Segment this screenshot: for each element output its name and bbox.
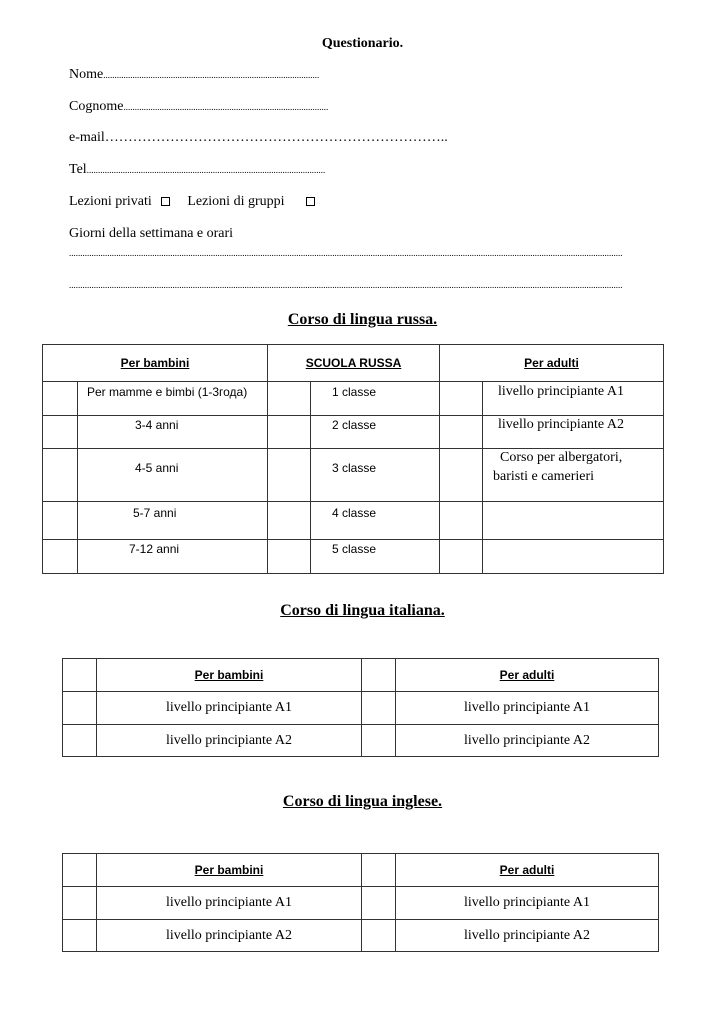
header-children: Per bambini xyxy=(97,659,362,692)
group-lessons-checkbox[interactable] xyxy=(306,197,315,206)
table-row xyxy=(63,887,659,920)
russian-course-title: Corso di lingua russa. xyxy=(287,311,438,328)
table-header-row xyxy=(43,345,664,382)
children-cell: livello principiante A1 xyxy=(97,887,362,920)
days-line-1[interactable]: ...................................................................................................................................................................................................................................................... xyxy=(69,248,623,258)
private-lessons-label: Lezioni privati xyxy=(69,194,152,209)
table-row xyxy=(43,502,664,540)
table-row xyxy=(43,540,664,574)
table-row xyxy=(63,692,659,725)
group-lessons-label: Lezioni di gruppi xyxy=(187,194,285,209)
children-cell: 4-5 anni xyxy=(135,461,179,475)
school-cell: 4 classe xyxy=(332,506,377,520)
russian-course-table xyxy=(42,344,664,574)
adults-cell: livello principiante A1 xyxy=(396,887,659,920)
header-adults: Per adulti xyxy=(396,854,659,887)
english-course-table xyxy=(62,853,659,952)
adults-cell: livello principiante A2 xyxy=(396,725,659,757)
email-label: e-mail xyxy=(69,130,105,145)
header-adults: Per adulti xyxy=(440,345,664,382)
table-row xyxy=(63,725,659,757)
adults-cell: livello principiante A2 xyxy=(396,920,659,952)
table-row xyxy=(43,449,664,502)
adults-cell: livello principiante A1 xyxy=(396,692,659,725)
header-russian-school: SCUOLA RUSSA xyxy=(268,345,440,382)
table-row xyxy=(43,416,664,449)
tel-field[interactable] xyxy=(69,162,325,178)
children-cell: 3-4 anni xyxy=(135,418,179,432)
italian-course-title: Corso di lingua italiana. xyxy=(280,602,445,619)
email-dots: ……………………………………………………………….. xyxy=(104,130,448,145)
surname-field[interactable] xyxy=(69,99,328,115)
page-title: Questionario. xyxy=(321,36,404,51)
school-cell: 5 classe xyxy=(332,542,377,556)
header-adults: Per adulti xyxy=(396,659,659,692)
school-cell: 1 classe xyxy=(332,385,377,399)
name-dots: ................................................................................................ xyxy=(103,70,320,80)
children-cell: livello principiante A2 xyxy=(97,725,362,757)
children-cell: livello principiante A1 xyxy=(97,692,362,725)
adults-cell: livello principiante A1 xyxy=(498,384,624,399)
table-header-row xyxy=(63,659,659,692)
italian-course-table xyxy=(62,658,659,757)
adults-cell-line2: baristi e camerieri xyxy=(493,469,595,484)
children-cell: Per mamme e bimbi (1-3года) xyxy=(87,385,248,399)
name-label: Nome xyxy=(69,67,104,82)
children-cell: livello principiante A2 xyxy=(97,920,362,952)
lesson-type-row xyxy=(69,194,315,210)
table-header-row xyxy=(63,854,659,887)
private-lessons-checkbox[interactable] xyxy=(161,197,170,206)
name-field[interactable] xyxy=(69,67,319,83)
school-cell: 2 classe xyxy=(332,418,377,432)
tel-dots: .......................................................................................................... xyxy=(86,165,326,175)
english-course-title: Corso di lingua inglese. xyxy=(282,793,443,810)
school-cell: 3 classe xyxy=(332,461,377,475)
email-field[interactable] xyxy=(69,130,448,146)
surname-label: Cognome xyxy=(69,99,124,114)
table-row xyxy=(63,920,659,952)
header-children: Per bambini xyxy=(43,345,268,382)
days-label: Giorni della settimana e orari xyxy=(69,226,234,241)
tel-label: Tel xyxy=(69,162,87,177)
table-row xyxy=(43,382,664,416)
children-cell: 7-12 anni xyxy=(129,542,180,556)
children-cell: 5-7 anni xyxy=(133,506,177,520)
header-children: Per bambini xyxy=(97,854,362,887)
adults-cell-line1: Corso per albergatori, xyxy=(500,450,623,465)
days-line-2[interactable]: ...................................................................................................................................................................................................................................................... xyxy=(69,280,623,290)
adults-cell: livello principiante A2 xyxy=(498,417,624,432)
surname-dots: ........................................................................................... xyxy=(123,102,329,112)
